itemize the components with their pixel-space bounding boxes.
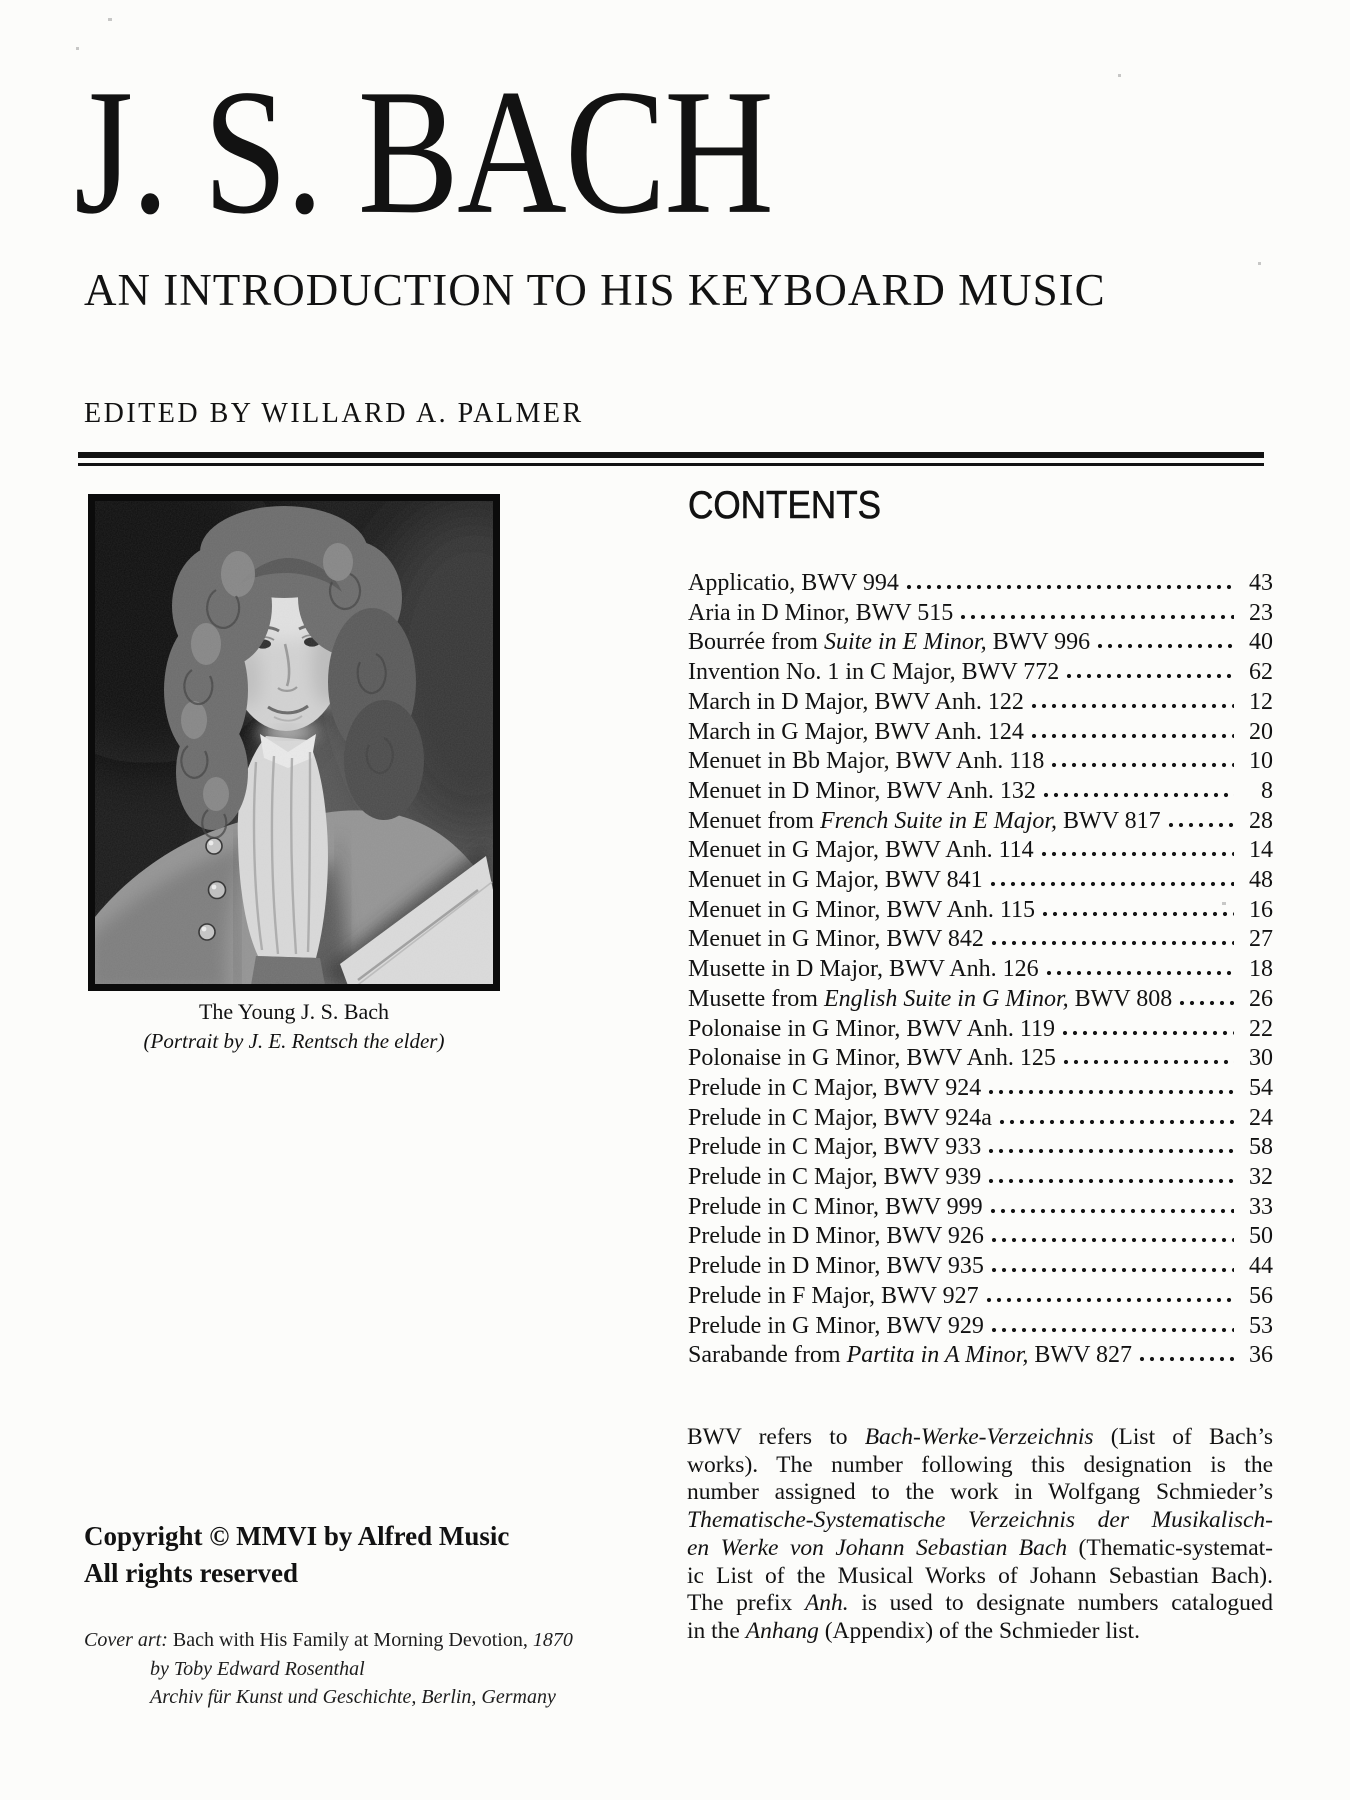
footnote-line: en Werke von Johann Sebastian Bach (Thematic-systemat- [687,1534,1273,1561]
toc-entry-title: Prelude in C Major, BWV 924a [688,1104,992,1131]
toc-entry [688,896,1273,926]
toc-entry-title: Prelude in F Major, BWV 927 [688,1282,979,1309]
toc-entry-title: Prelude in C Major, BWV 939 [688,1164,982,1191]
toc-leader-dots [1097,643,1234,649]
toc-entry-title: Sarabande from Partita in A Minor, BWV 827 [688,1342,1132,1369]
young-bach-portrait-illustration [88,494,500,991]
toc-entry-title: Prelude in D Minor, BWV 926 [688,1223,984,1250]
toc-entry [688,1133,1273,1163]
toc-entry [688,1341,1273,1371]
toc-entry [688,1074,1273,1104]
toc-page-number: 33 [1249,1193,1273,1220]
toc-entry [688,925,1273,955]
toc-leader-dots [991,940,1234,946]
toc-page-number: 12 [1249,688,1273,715]
toc-entry [688,688,1273,718]
toc-entry [688,658,1273,688]
toc-leader-dots [906,584,1234,590]
toc-page-number: 23 [1249,599,1273,626]
toc-page-number: 50 [1249,1223,1273,1250]
toc-page-number: 18 [1249,956,1273,983]
footnote-line: BWV refers to Bach-Werke-Verzeichnis (List of Bach’s [687,1424,1273,1450]
toc-page-number: 20 [1249,718,1273,745]
portrait-caption-credit: (Portrait by J. E. Rentsch the elder) [143,1029,445,1053]
toc-entry [688,955,1273,985]
toc-leader-dots [988,1148,1234,1154]
copyright-line-1: Copyright © MMVI by Alfred Music [84,1521,510,1551]
toc-entry-title: Musette in D Major, BWV Anh. 126 [688,956,1039,983]
toc-leader-dots [991,1327,1234,1333]
footnote-line: Thematische-Systematische Verzeichnis der Musikalisch- [687,1507,1273,1534]
toc-page-number: 53 [1249,1312,1273,1339]
toc-entry [688,1163,1273,1193]
toc-entry-title: Invention No. 1 in C Major, BWV 772 [688,659,1060,686]
toc-entry [688,718,1273,748]
toc-page-number: 56 [1249,1282,1273,1309]
toc-entry-title: Menuet in G Major, BWV Anh. 114 [688,837,1034,864]
toc-entry-title: Prelude in C Minor, BWV 999 [688,1193,983,1220]
toc-leader-dots [1043,792,1234,798]
footnote-line: works). The number following this designation is the [687,1451,1273,1478]
toc-entry-title: March in G Major, BWV Anh. 124 [688,718,1024,745]
toc-page-number: 36 [1249,1342,1273,1369]
toc-entry-title: Musette from English Suite in G Minor, BWV 808 [688,985,1173,1012]
toc-entry-title: Menuet in D Minor, BWV Anh. 132 [688,777,1036,804]
copyright-line-2: All rights reserved [84,1558,298,1588]
toc-entry [688,1222,1273,1252]
toc-page-number: 28 [1249,807,1273,834]
toc-leader-dots [1168,822,1234,828]
contents-heading: CONTENTS [688,484,882,527]
toc-entry-title: Aria in D Minor, BWV 515 [688,599,954,626]
toc-leader-dots [1139,1356,1234,1362]
cover-art-note [84,1626,573,1712]
toc-entry-title: Menuet in Bb Major, BWV Anh. 118 [688,748,1045,775]
divider-rule-thin [78,463,1264,466]
toc-entry-title: Menuet in G Minor, BWV Anh. 115 [688,896,1036,923]
toc-page-number: 48 [1249,867,1273,894]
toc-entry-title: Applicatio, BWV 994 [688,570,899,596]
toc-leader-dots [991,1237,1234,1243]
toc-entry-title: Bourrée from Suite in E Minor, BWV 996 [688,629,1091,656]
toc-page-number: 40 [1249,629,1273,656]
toc-entry [688,777,1273,807]
cover-art-line: Cover art: Bach with His Family at Morning Devotion, 1870 [84,1629,573,1651]
toc-leader-dots [991,1267,1234,1273]
toc-page-number: 8 [1261,777,1273,804]
bwv-footnote [687,1424,1273,1646]
toc-entry [688,866,1273,896]
scan-speck [108,18,112,21]
toc-entry [688,628,1273,658]
cover-art-line: by Toby Edward Rosenthal [150,1657,365,1680]
toc-leader-dots [1179,1000,1234,1006]
toc-entry [688,1104,1273,1134]
toc-entry-title: Prelude in D Minor, BWV 935 [688,1253,984,1280]
toc-leader-dots [1042,911,1234,917]
toc-page-number: 27 [1249,926,1273,953]
toc-entry-title: March in D Major, BWV Anh. 122 [688,688,1024,715]
toc-entry [688,569,1273,599]
toc-page-number: 43 [1249,570,1273,596]
toc-leader-dots [986,1297,1234,1303]
toc-entry [688,1015,1273,1045]
toc-entry [688,1252,1273,1282]
toc-entry-title: Polonaise in G Minor, BWV Anh. 125 [688,1045,1056,1072]
toc-entry [688,747,1273,777]
toc-entry-title: Prelude in C Major, BWV 924 [688,1074,982,1101]
toc-entry-title: Polonaise in G Minor, BWV Anh. 119 [688,1015,1056,1042]
toc-leader-dots [1051,762,1234,768]
toc-leader-dots [1031,703,1234,709]
footnote-line: ic List of the Musical Works of Johann Sebastian Bach). [687,1562,1273,1589]
toc-entry [688,985,1273,1015]
toc-page-number: 44 [1249,1253,1273,1280]
toc-page-number: 24 [1249,1104,1273,1131]
toc-page-number: 10 [1249,748,1273,775]
scan-speck [76,47,79,50]
edited-by-line: EDITED BY WILLARD A. PALMER [84,398,584,429]
toc-entry [688,807,1273,837]
toc-leader-dots [999,1119,1234,1125]
toc-page-number: 58 [1249,1134,1273,1161]
toc-page-number: 62 [1249,659,1273,686]
toc-leader-dots [990,1208,1234,1214]
toc-leader-dots [960,614,1234,620]
toc-entry-title: Prelude in C Major, BWV 933 [688,1134,982,1161]
toc-entry [688,599,1273,629]
toc-page-number: 30 [1249,1045,1273,1072]
toc-page-number: 26 [1249,985,1273,1012]
contents-list [688,569,1273,1371]
portrait-image [88,494,500,991]
toc-page-number: 16 [1249,896,1273,923]
toc-entry-title: Menuet in G Major, BWV 841 [688,867,983,894]
toc-entry [688,1193,1273,1223]
toc-leader-dots [988,1178,1234,1184]
toc-page-number: 32 [1249,1164,1273,1191]
cover-art-line: Archiv für Kunst und Geschichte, Berlin, Germany [150,1686,556,1708]
toc-leader-dots [990,881,1234,887]
toc-entry [688,836,1273,866]
toc-leader-dots [1062,1030,1234,1036]
portrait-caption-title: The Young J. S. Bach [198,999,390,1024]
footnote-line: The prefix Anh. is used to designate numbers catalogued [687,1590,1273,1617]
footnote-line: number assigned to the work in Wolfgang Schmieder’s [687,1479,1273,1506]
scan-speck [1118,74,1121,77]
scan-speck [1258,262,1261,265]
toc-leader-dots [1031,733,1234,739]
footnote-line: in the Anhang (Appendix) of the Schmieder list. [687,1617,1140,1644]
toc-leader-dots [1063,1059,1234,1065]
toc-leader-dots [988,1089,1234,1095]
toc-leader-dots [1066,673,1234,679]
toc-page-number: 54 [1249,1074,1273,1101]
toc-entry [688,1282,1273,1312]
toc-leader-dots [1041,851,1234,857]
toc-entry [688,1044,1273,1074]
toc-leader-dots [1046,970,1234,976]
toc-entry-title: Menuet from French Suite in E Major, BWV 817 [688,807,1161,834]
toc-page-number: 14 [1249,837,1273,864]
page-subtitle: AN INTRODUCTION TO HIS KEYBOARD MUSIC [84,265,1106,315]
divider-rule-thick [78,452,1264,458]
toc-entry [688,1312,1273,1342]
copyright-block [84,1518,509,1592]
toc-page-number: 22 [1249,1015,1273,1042]
page-title: J. S. BACH [74,52,772,251]
toc-entry-title: Menuet in G Minor, BWV 842 [688,926,984,953]
toc-entry-title: Prelude in G Minor, BWV 929 [688,1312,984,1339]
